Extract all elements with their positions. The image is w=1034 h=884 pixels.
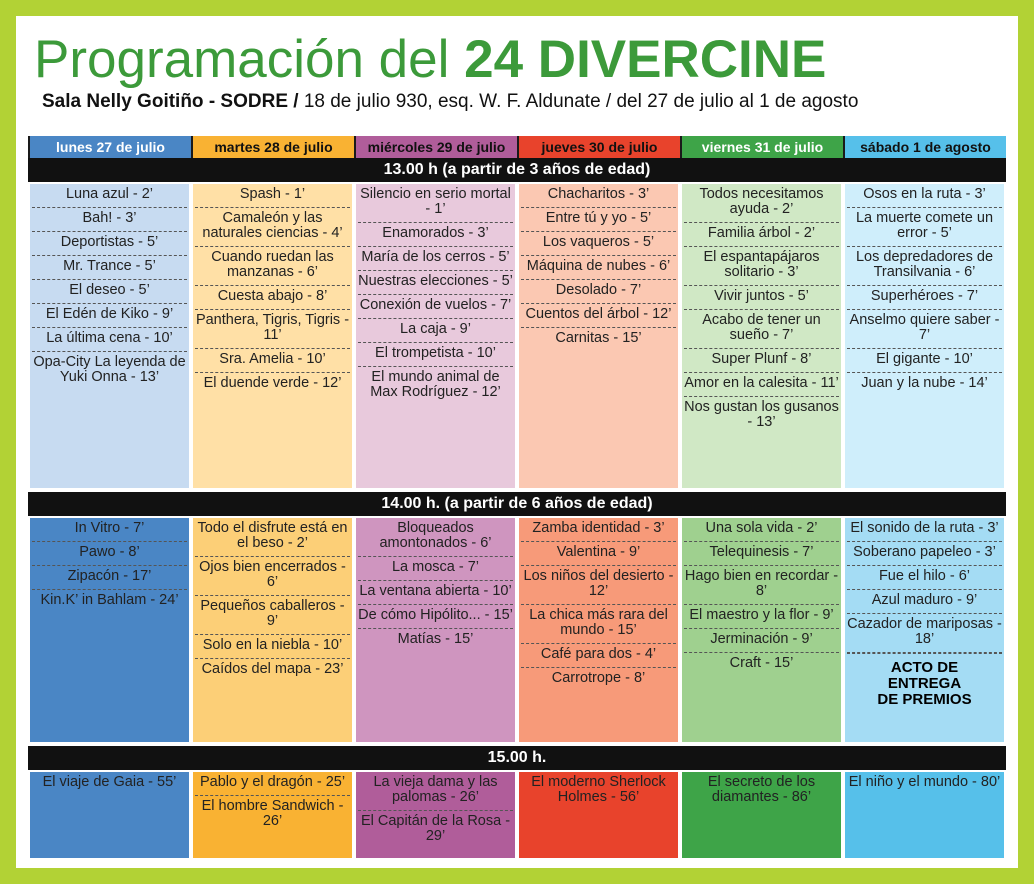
film-entry: El mundo animal de Max Rodríguez - 12’ [370, 369, 501, 400]
film-entry: Enamorados - 3’ [358, 223, 513, 247]
session-day-cell [519, 772, 678, 858]
film-entry: Cazador de mariposas - 18’ [847, 614, 1002, 653]
film-entry: Spash - 1’ [195, 184, 350, 208]
film-entry: Zipacón - 17’ [32, 566, 187, 590]
session-day-cell [682, 772, 841, 858]
session-day-cell [356, 184, 515, 488]
film-entry: Superhéroes - 7’ [847, 286, 1002, 310]
film-entry: Todo el disfrute está en el beso - 2’ [195, 518, 350, 557]
film-entry: Caídos del mapa - 23’ [201, 661, 344, 677]
film-entry: Zamba identidad - 3’ [521, 518, 676, 542]
award-ceremony-note: ENTREGA [887, 675, 962, 692]
poster-panel [16, 16, 1018, 868]
film-entry: Los niños del desierto - 12’ [521, 566, 676, 605]
film-entry: Los vaqueros - 5’ [521, 232, 676, 256]
film-entry: Nuestras elecciones - 5’ [358, 271, 513, 295]
film-entry: Chacharitos - 3’ [521, 184, 676, 208]
film-entry: El Edén de Kiko - 9’ [32, 304, 187, 328]
film-entry: De cómo Hipólito... - 15’ [358, 605, 513, 629]
session-day-cell [193, 772, 352, 858]
day-header: viernes 31 de julio [680, 136, 843, 158]
award-ceremony-note: ACTO DE [847, 653, 1002, 676]
film-entry: El maestro y la flor - 9’ [684, 605, 839, 629]
film-entry: Solo en la niebla - 10’ [195, 635, 350, 659]
film-entry: La mosca - 7’ [358, 557, 513, 581]
film-entry: El niño y el mundo - 80’ [848, 774, 1001, 790]
film-entry: El sonido de la ruta - 3’ [847, 518, 1002, 542]
film-entry: Camaleón y las naturales ciencias - 4’ [195, 208, 350, 247]
film-entry: Sra. Amelia - 10’ [195, 349, 350, 373]
film-entry: Hago bien en recordar - 8’ [684, 566, 839, 605]
session-day-cell [682, 184, 841, 488]
film-entry: La chica más rara del mundo - 15’ [521, 605, 676, 644]
schedule-grid [28, 136, 1006, 862]
film-entry: El viaje de Gaia - 55’ [42, 774, 177, 790]
session-day-cell [30, 518, 189, 742]
session-day-cell [193, 184, 352, 488]
film-entry: Acabo de tener un sueño - 7’ [684, 310, 839, 349]
film-entry: Opa-City La leyenda de Yuki Onna - 13’ [33, 354, 186, 385]
session-day-cell [30, 184, 189, 488]
film-entry: Los depredadores de Transilvania - 6’ [847, 247, 1002, 286]
session-day-cell [30, 772, 189, 858]
session-day-cell [845, 518, 1004, 742]
session-day-cell [519, 184, 678, 488]
film-entry: Conexión de vuelos - 7’ [358, 295, 513, 319]
film-entry: Deportistas - 5’ [32, 232, 187, 256]
award-ceremony-note: DE PREMIOS [877, 691, 972, 708]
session-day-cell [193, 518, 352, 742]
film-entry: Desolado - 7’ [521, 280, 676, 304]
film-entry: La ventana abierta - 10’ [358, 581, 513, 605]
film-entry: El secreto de los diamantes - 86’ [707, 774, 816, 805]
venue-details: 18 de julio 930, esq. W. F. Aldunate / del 27 de julio al 1 de agosto [303, 91, 859, 112]
film-entry: Pablo y el dragón - 25’ [195, 772, 350, 796]
film-entry: In Vitro - 7’ [32, 518, 187, 542]
day-header: miércoles 29 de julio [354, 136, 517, 158]
film-entry: Kin.K’ in Bahlam - 24’ [40, 592, 179, 608]
session-header: 13.00 h (a partir de 3 años de edad) [28, 158, 1006, 182]
day-header: jueves 30 de julio [517, 136, 680, 158]
film-entry: Jerminación - 9’ [684, 629, 839, 653]
session-day-cell [356, 518, 515, 742]
film-entry: Todos necesitamos ayuda - 2’ [684, 184, 839, 223]
venue: Sala Nelly Goitiño - SODRE / [42, 91, 299, 112]
film-entry: Cuando ruedan las manzanas - 6’ [195, 247, 350, 286]
day-header: sábado 1 de agosto [843, 136, 1006, 158]
film-entry: Azul maduro - 9’ [847, 590, 1002, 614]
film-entry: Mr. Trance - 5’ [32, 256, 187, 280]
film-entry: María de los cerros - 5’ [358, 247, 513, 271]
session-day-cell [356, 772, 515, 858]
film-entry: El gigante - 10’ [847, 349, 1002, 373]
film-entry: El deseo - 5’ [32, 280, 187, 304]
film-entry: Familia árbol - 2’ [684, 223, 839, 247]
film-entry: Cuentos del árbol - 12’ [521, 304, 676, 328]
session-day-cell [845, 184, 1004, 488]
film-entry: El espantapájaros solitario - 3’ [684, 247, 839, 286]
day-header: martes 28 de julio [191, 136, 354, 158]
film-entry: Telequinesis - 7’ [684, 542, 839, 566]
film-entry: Bah! - 3’ [32, 208, 187, 232]
film-entry: Una sola vida - 2’ [684, 518, 839, 542]
film-entry: Pequeños caballeros - 9’ [195, 596, 350, 635]
film-entry: El duende verde - 12’ [203, 375, 342, 391]
film-entry: La muerte comete un error - 5’ [847, 208, 1002, 247]
film-entry: Bloqueados amontonados - 6’ [358, 518, 513, 557]
film-entry: El trompetista - 10’ [358, 343, 513, 367]
film-entry: Nos gustan los gusanos - 13’ [684, 399, 839, 430]
film-entry: Super Plunf - 8’ [684, 349, 839, 373]
film-entry: La última cena - 10’ [32, 328, 187, 352]
film-entry: Pawo - 8’ [32, 542, 187, 566]
session-header: 14.00 h. (a partir de 6 años de edad) [28, 492, 1006, 516]
film-entry: El hombre Sandwich - 26’ [201, 798, 344, 829]
session-header: 15.00 h. [28, 746, 1006, 770]
film-entry: Entre tú y yo - 5’ [521, 208, 676, 232]
film-entry: Juan y la nube - 14’ [861, 375, 988, 391]
film-entry: Ojos bien encerrados - 6’ [195, 557, 350, 596]
session-day-cell [519, 518, 678, 742]
film-entry: Silencio en serio mortal - 1’ [358, 184, 513, 223]
film-entry: Carrotrope - 8’ [551, 670, 646, 686]
film-entry: Anselmo quiere saber - 7’ [847, 310, 1002, 349]
film-entry: Osos en la ruta - 3’ [847, 184, 1002, 208]
film-entry: Carnitas - 15’ [555, 330, 642, 346]
film-entry: Amor en la calesita - 11’ [684, 373, 839, 397]
film-entry: Fue el hilo - 6’ [847, 566, 1002, 590]
session-day-cell [845, 772, 1004, 858]
film-entry: Craft - 15’ [729, 655, 794, 671]
film-entry: Valentina - 9’ [521, 542, 676, 566]
film-entry: Matías - 15’ [397, 631, 474, 647]
film-entry: Panthera, Tigris, Tigris - 11’ [195, 310, 350, 349]
page-title [34, 30, 1014, 90]
day-header: lunes 27 de julio [28, 136, 191, 158]
film-entry: La vieja dama y las palomas - 26’ [358, 772, 513, 811]
film-entry: Vivir juntos - 5’ [684, 286, 839, 310]
title-light: Programación del [34, 30, 450, 89]
film-entry: Cuesta abajo - 8’ [195, 286, 350, 310]
film-entry: Máquina de nubes - 6’ [521, 256, 676, 280]
film-entry: Luna azul - 2’ [32, 184, 187, 208]
film-entry: El Capitán de la Rosa - 29’ [360, 813, 511, 844]
film-entry: El moderno Sherlock Holmes - 56’ [531, 774, 666, 805]
subtitle [42, 90, 1002, 114]
film-entry: Café para dos - 4’ [521, 644, 676, 668]
session-day-cell [682, 518, 841, 742]
film-entry: Soberano papeleo - 3’ [847, 542, 1002, 566]
title-festival: 24 DIVERCINE [464, 30, 827, 89]
film-entry: La caja - 9’ [358, 319, 513, 343]
